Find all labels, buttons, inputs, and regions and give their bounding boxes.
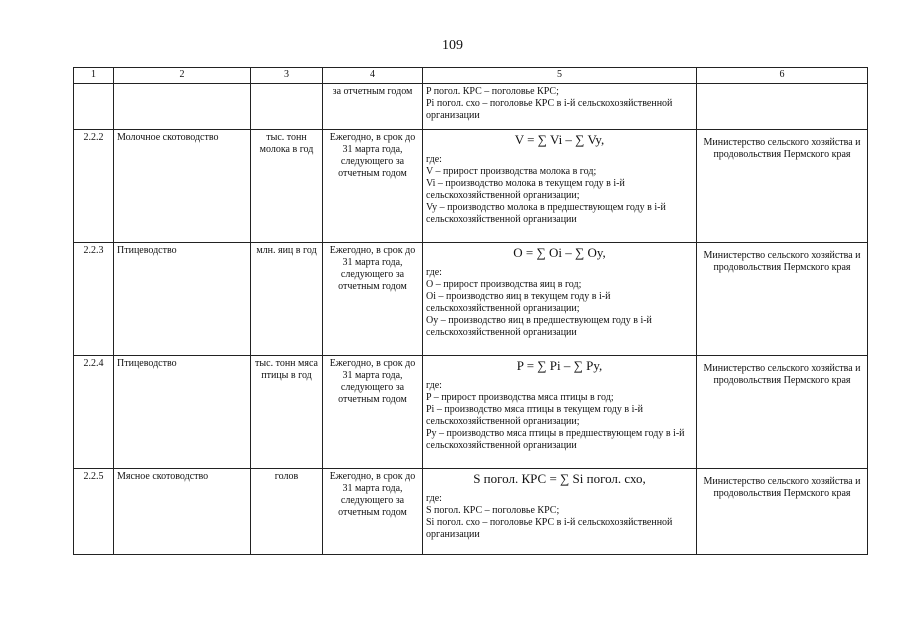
row-number: 2.2.3 xyxy=(74,243,114,356)
table-row xyxy=(74,130,868,243)
column-header: 5 xyxy=(423,68,697,84)
table-row xyxy=(74,356,868,469)
row-method xyxy=(423,356,697,469)
method-line: Pi погол. схо – поголовье КРС в i-й сельскохозяйственной организации xyxy=(426,98,673,121)
method-line: P погол. КРС – поголовье КРС; xyxy=(426,86,559,97)
row-method xyxy=(423,84,697,130)
method-line: Py – производство мяса птицы в предшествующем году в i-й сельскохозяйственной организации xyxy=(426,428,685,451)
row-responsible: Министерство сельского хозяйства и продовольствия Пермского края xyxy=(697,130,868,243)
method-line: где: xyxy=(426,380,442,391)
method-line: S погол. КРС – поголовье КРС; xyxy=(426,505,560,516)
row-period: за отчетным годом xyxy=(323,84,423,130)
row-number: 2.2.2 xyxy=(74,130,114,243)
page-number: 109 xyxy=(442,38,463,53)
row-period: Ежегодно, в срок до 31 марта года, следующего за отчетным годом xyxy=(323,469,423,555)
row-unit: тыс. тонн молока в год xyxy=(251,130,323,243)
formula: P = ∑ Pi – ∑ Py, xyxy=(516,358,603,373)
method-line: V – прирост производства молока в год; xyxy=(426,166,597,177)
row-unit xyxy=(251,84,323,130)
indicators-table xyxy=(73,67,868,555)
row-period: Ежегодно, в срок до 31 марта года, следующего за отчетным годом xyxy=(323,356,423,469)
method-line: Pi – производство мяса птицы в текущем году в i-й сельскохозяйственной организации; xyxy=(426,404,644,427)
method-line: Vi – производство молока в текущем году в i-й сельскохозяйственной организации; xyxy=(426,178,625,201)
column-header: 6 xyxy=(697,68,868,84)
row-responsible: Министерство сельского хозяйства и продовольствия Пермского края xyxy=(697,356,868,469)
column-header: 2 xyxy=(114,68,251,84)
row-unit: голов xyxy=(251,469,323,555)
row-number: 2.2.5 xyxy=(74,469,114,555)
method-line: где: xyxy=(426,267,442,278)
method-line: O – прирост производства яиц в год; xyxy=(426,279,582,290)
row-name: Птицеводство xyxy=(114,356,251,469)
table-row xyxy=(74,84,868,130)
row-method xyxy=(423,243,697,356)
row-name xyxy=(114,84,251,130)
method-line: Oi – производство яиц в текущем году в i-й сельскохозяйственной организации; xyxy=(426,291,611,314)
method-line: Vy – производство молока в предшествующем году в i-й сельскохозяйственной организации xyxy=(426,202,666,225)
method-line: где: xyxy=(426,493,442,504)
method-line: Oy – производство яиц в предшествующем году в i-й сельскохозяйственной организации xyxy=(426,315,652,338)
row-unit: тыс. тонн мяса птицы в год xyxy=(251,356,323,469)
row-number: 2.2.4 xyxy=(74,356,114,469)
formula: V = ∑ Vi – ∑ Vy, xyxy=(514,132,605,147)
row-period: Ежегодно, в срок до 31 марта года, следующего за отчетным годом xyxy=(323,130,423,243)
row-method xyxy=(423,130,697,243)
method-line: Si погол. схо – поголовье КРС в i-й сельскохозяйственной организации xyxy=(426,517,673,540)
column-header: 3 xyxy=(251,68,323,84)
column-header: 1 xyxy=(74,68,114,84)
row-number xyxy=(74,84,114,130)
table-row xyxy=(74,243,868,356)
table-row xyxy=(74,469,868,555)
row-name: Птицеводство xyxy=(114,243,251,356)
formula: S погол. КРС = ∑ Si погол. схо, xyxy=(473,471,646,486)
method-line: где: xyxy=(426,154,442,165)
formula: O = ∑ Oi – ∑ Oy, xyxy=(513,245,606,260)
row-responsible: Министерство сельского хозяйства и продовольствия Пермского края xyxy=(697,469,868,555)
row-responsible xyxy=(697,84,868,130)
column-header: 4 xyxy=(323,68,423,84)
header-row xyxy=(74,68,868,84)
row-responsible: Министерство сельского хозяйства и продовольствия Пермского края xyxy=(697,243,868,356)
row-name: Мясное скотоводство xyxy=(114,469,251,555)
row-unit: млн. яиц в год xyxy=(251,243,323,356)
method-line: P – прирост производства мяса птицы в год; xyxy=(426,392,614,403)
row-period: Ежегодно, в срок до 31 марта года, следующего за отчетным годом xyxy=(323,243,423,356)
row-name: Молочное скотоводство xyxy=(114,130,251,243)
row-method xyxy=(423,469,697,555)
